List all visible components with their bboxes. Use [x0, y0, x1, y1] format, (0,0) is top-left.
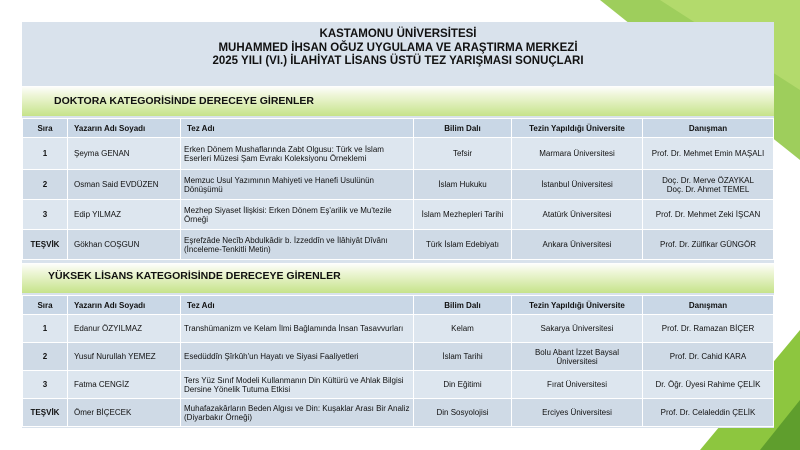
university-cell: Marmara Üniversitesi: [512, 138, 643, 170]
author-cell: Fatma CENGİZ: [68, 371, 181, 399]
university-cell: Atatürk Üniversitesi: [512, 200, 643, 230]
doktora-table: [22, 118, 774, 260]
yuksek-lisans-table: [22, 295, 774, 427]
col-header-thesis: Tez Adı: [181, 119, 414, 138]
rank-cell: TEŞVİK: [23, 399, 68, 427]
doktora-section-title: DOKTORA KATEGORİSİNDE DERECEYE GİRENLER: [54, 95, 314, 107]
col-header-advisor: Danışman: [643, 296, 774, 315]
university-cell: Ankara Üniversitesi: [512, 230, 643, 260]
advisor-cell: Prof. Dr. Celaleddin ÇELİK: [643, 399, 774, 427]
thesis-title-cell: Eşrefzâde Necîb Abdulkâdir b. İzzeddîn ve İlâhiyât Dîvânı (İnceleme-Tenkitli Metin): [181, 230, 414, 260]
col-header-author: Yazarın Adı Soyadı: [68, 296, 181, 315]
field-cell: Kelam: [414, 315, 512, 343]
thesis-title-cell: Muhafazakârların Beden Algısı ve Din: Kuşaklar Arası Bir Analiz (Diyarbakır Örneği): [181, 399, 414, 427]
author-cell: Edanur ÖZYILMAZ: [68, 315, 181, 343]
field-cell: Tefsir: [414, 138, 512, 170]
rank-cell: 3: [23, 371, 68, 399]
university-cell: Erciyes Üniversitesi: [512, 399, 643, 427]
table-row: [23, 230, 774, 260]
header-line-3: 2025 YILI (VI.) İLAHİYAT LİSANS ÜSTÜ TEZ YARIŞMASI SONUÇLARI: [212, 55, 584, 67]
author-cell: Şeyma GENAN: [68, 138, 181, 170]
university-cell: Fırat Üniversitesi: [512, 371, 643, 399]
advisor-cell: Doç. Dr. Merve ÖZAYKAL Doç. Dr. Ahmet TEMEL: [643, 170, 774, 200]
table-row: [23, 399, 774, 427]
doktora-table-header-row: [23, 119, 774, 138]
field-cell: İslam Mezhepleri Tarihi: [414, 200, 512, 230]
col-header-field: Bilim Dalı: [414, 296, 512, 315]
advisor-cell: Prof. Dr. Mehmet Emin MAŞALI: [643, 138, 774, 170]
advisor-cell: Prof. Dr. Cahid KARA: [643, 343, 774, 371]
advisor-cell: Dr. Öğr. Üyesi Rahime ÇELİK: [643, 371, 774, 399]
author-cell: Edip YILMAZ: [68, 200, 181, 230]
thesis-title-cell: Transhümanizm ve Kelam İlmi Bağlamında İnsan Tasavvurları: [181, 315, 414, 343]
field-cell: Din Eğitimi: [414, 371, 512, 399]
rank-cell: 1: [23, 138, 68, 170]
yuksek-lisans-section-title: YÜKSEK LİSANS KATEGORİSİNDE DERECEYE GİRENLER: [48, 270, 341, 282]
col-header-rank: Sıra: [23, 296, 68, 315]
field-cell: Türk İslam Edebiyatı: [414, 230, 512, 260]
table-row: [23, 371, 774, 399]
thesis-title-cell: Ters Yüz Sınıf Modeli Kullanmanın Din Kültürü ve Ahlak Bilgisi Dersine Yönelik Tutuma Etkisi: [181, 371, 414, 399]
col-header-field: Bilim Dalı: [414, 119, 512, 138]
thesis-title-cell: Mezhep Siyaset İlişkisi: Erken Dönem Eş'arilik ve Mu'tezile Örneği: [181, 200, 414, 230]
university-cell: Bolu Abant İzzet Baysal Üniversitesi: [512, 343, 643, 371]
advisor-cell: Prof. Dr. Zülfikar GÜNGÖR: [643, 230, 774, 260]
thesis-title-cell: Erken Dönem Mushaflarında Zabt Olgusu: Türk ve İslam Eserleri Müzesi Şam Evrakı Koleksiyonu Örneklemi: [181, 138, 414, 170]
rank-cell: TEŞVİK: [23, 230, 68, 260]
header-line-1: KASTAMONU ÜNİVERSİTESİ: [319, 28, 477, 40]
col-header-university: Tezin Yapıldığı Üniversite: [512, 119, 643, 138]
col-header-author: Yazarın Adı Soyadı: [68, 119, 181, 138]
advisor-cell: Prof. Dr. Mehmet Zeki İŞCAN: [643, 200, 774, 230]
university-cell: Sakarya Üniversitesi: [512, 315, 643, 343]
yuksek-lisans-table-header-row: [23, 296, 774, 315]
author-cell: Osman Said EVDÜZEN: [68, 170, 181, 200]
rank-cell: 3: [23, 200, 68, 230]
author-cell: Ömer BİÇECEK: [68, 399, 181, 427]
rank-cell: 1: [23, 315, 68, 343]
university-cell: İstanbul Üniversitesi: [512, 170, 643, 200]
field-cell: İslam Tarihi: [414, 343, 512, 371]
advisor-cell: Prof. Dr. Ramazan BİÇER: [643, 315, 774, 343]
thesis-title-cell: Esedüddîn Şîrkûh'un Hayatı ve Siyasi Faaliyetleri: [181, 343, 414, 371]
field-cell: İslam Hukuku: [414, 170, 512, 200]
table-row: [23, 138, 774, 170]
col-header-university: Tezin Yapıldığı Üniversite: [512, 296, 643, 315]
page-header: [22, 22, 774, 82]
rank-cell: 2: [23, 343, 68, 371]
header-line-2: MUHAMMED İHSAN OĞUZ UYGULAMA VE ARAŞTIRMA MERKEZİ: [218, 41, 578, 54]
author-cell: Gökhan COŞGUN: [68, 230, 181, 260]
thesis-title-cell: Memzuc Usul Yazımının Mahiyeti ve Hanefi Usulünün Dönüşümü: [181, 170, 414, 200]
table-row: [23, 200, 774, 230]
field-cell: Din Sosyolojisi: [414, 399, 512, 427]
author-cell: Yusuf Nurullah YEMEZ: [68, 343, 181, 371]
col-header-rank: Sıra: [23, 119, 68, 138]
table-row: [23, 343, 774, 371]
table-row: [23, 170, 774, 200]
table-row: [23, 315, 774, 343]
col-header-advisor: Danışman: [643, 119, 774, 138]
rank-cell: 2: [23, 170, 68, 200]
col-header-thesis: Tez Adı: [181, 296, 414, 315]
